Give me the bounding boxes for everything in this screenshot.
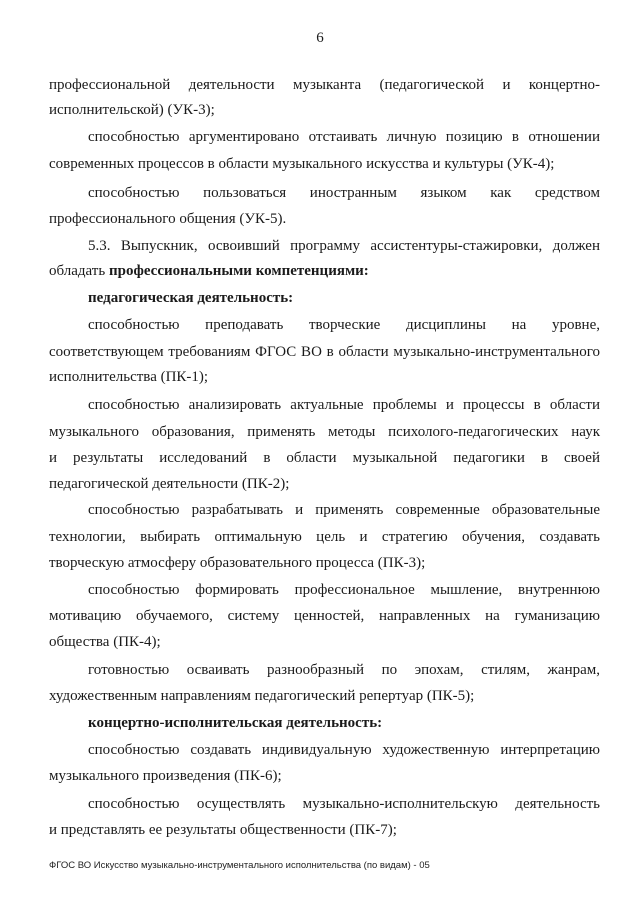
text-line bbox=[88, 740, 600, 760]
text-line bbox=[49, 261, 600, 281]
text-line bbox=[49, 766, 600, 786]
text-line-content: профессионального общения (УК-5). bbox=[49, 211, 287, 227]
text-line bbox=[49, 367, 600, 387]
page-number: 6 bbox=[316, 30, 324, 46]
text-line bbox=[49, 100, 600, 120]
text-line-content: 5.3. Выпускник, освоивший программу ассистентуры-стажировки, должен bbox=[88, 238, 600, 254]
text-line bbox=[88, 713, 600, 733]
text-line bbox=[88, 315, 600, 335]
text-line-content: музыкального образования, применять методы психолого-педагогических наук bbox=[49, 424, 600, 440]
text-line-content: профессиональной деятельности музыканта (педагогической и концертно- bbox=[49, 77, 600, 93]
text-line bbox=[49, 553, 600, 573]
text-line bbox=[88, 500, 600, 520]
text-line bbox=[88, 236, 600, 256]
text-line bbox=[49, 209, 600, 229]
text-line bbox=[49, 820, 600, 840]
text-line bbox=[49, 527, 600, 547]
text-line-content: способностью пользоваться иностранным языком как средством bbox=[88, 185, 600, 201]
text-line-content: и представлять ее результаты общественности (ПК-7); bbox=[49, 822, 397, 838]
text-line-content: концертно-исполнительская деятельность: bbox=[88, 715, 383, 731]
text-line-content: способностью формировать профессиональное мышление, внутреннюю bbox=[88, 582, 600, 598]
text-line-content: исполнительства (ПК-1); bbox=[49, 369, 209, 385]
text-line-content: способностью анализировать актуальные проблемы и процессы в области bbox=[88, 397, 600, 413]
text-line-content: исполнительской) (УК-3); bbox=[49, 102, 215, 118]
text-line-content: творческую атмосферу образовательного процесса (ПК-3); bbox=[49, 555, 426, 571]
text-line bbox=[49, 686, 600, 706]
text-line-content: музыкального произведения (ПК-6); bbox=[49, 768, 282, 784]
text-line bbox=[88, 127, 600, 147]
text-line-content: общества (ПК-4); bbox=[49, 634, 161, 650]
text-line bbox=[49, 632, 600, 652]
text-line-content: способностью разрабатывать и применять современные образовательные bbox=[88, 502, 600, 518]
text-line bbox=[49, 606, 600, 626]
text-line bbox=[88, 660, 600, 680]
text-line-content: способностью создавать индивидуальную художественную интерпретацию bbox=[88, 742, 600, 758]
text-line bbox=[49, 75, 600, 95]
bold-phrase: профессиональными компетенциями: bbox=[108, 263, 369, 279]
text-line bbox=[88, 580, 600, 600]
text-line-content: способностью преподавать творческие дисциплины на уровне, bbox=[88, 317, 600, 333]
text-line-content: педагогической деятельности (ПК-2); bbox=[49, 476, 290, 492]
text-line-content: художественным направлениям педагогический репертуар (ПК-5); bbox=[49, 688, 475, 704]
text-line bbox=[88, 288, 600, 308]
text-line-content: способностью осуществлять музыкально-исполнительскую деятельность bbox=[88, 796, 600, 812]
text-line-content: педагогическая деятельность: bbox=[88, 290, 294, 306]
text-line bbox=[49, 474, 600, 494]
text-line-content: и результаты исследований в области музыкальной педагогики в своей bbox=[49, 450, 600, 466]
text-line bbox=[49, 154, 600, 174]
text-line-content: готовностью осваивать разнообразный по эпохам, стилям, жанрам, bbox=[88, 662, 600, 678]
text-line bbox=[88, 183, 600, 203]
text-line bbox=[49, 342, 600, 362]
text-line-content: способностью аргументировано отстаивать личную позицию в отношении bbox=[88, 129, 600, 145]
page-footer: ФГОС ВО Искусство музыкально-инструментального исполнительства (по видам) - 05 bbox=[49, 860, 430, 871]
text-line bbox=[49, 448, 600, 468]
text-line-content: обладать bbox=[49, 263, 109, 279]
text-line-content: соответствующем требованиям ФГОС ВО в области музыкально-инструментального bbox=[49, 344, 600, 360]
text-line bbox=[49, 422, 600, 442]
text-line-content: современных процессов в области музыкального искусства и культуры (УК-4); bbox=[49, 156, 555, 172]
text-line bbox=[88, 794, 600, 814]
text-line-content: мотивацию обучаемого, систему ценностей, направленных на гуманизацию bbox=[49, 608, 600, 624]
text-line bbox=[88, 395, 600, 415]
text-line-content: технологии, выбирать оптимальную цель и стратегию обучения, создавать bbox=[49, 529, 600, 545]
